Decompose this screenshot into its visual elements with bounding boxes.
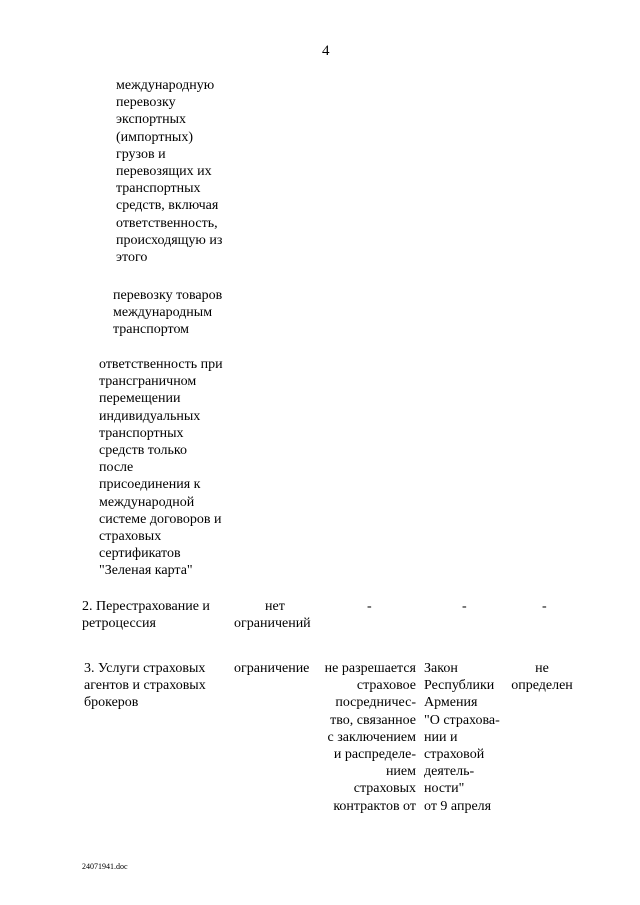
text-line: системе договоров и [99, 511, 222, 527]
text-line: Армения [424, 695, 478, 711]
text-line: ограничений [234, 616, 311, 632]
text-line: ответственность при [99, 357, 223, 372]
text-line: средств, включая [116, 198, 219, 214]
text-line: международной [99, 494, 195, 510]
text-line: транспортных [116, 181, 201, 197]
row-brokers-title [84, 660, 206, 712]
text-line: экспортных [116, 112, 186, 128]
text-line: контрактов от [333, 798, 416, 814]
text-line: посредничес- [335, 695, 416, 711]
text-line: определен [511, 678, 573, 694]
text-line: этого [116, 250, 148, 266]
text-line: не разрешается [324, 661, 416, 676]
row-brokers-restriction [234, 660, 309, 677]
text-line: международную [116, 78, 215, 93]
text-line: ретроцессия [82, 616, 156, 632]
text-line: Закон [424, 661, 458, 676]
footer-filename: 24071941.doc [82, 862, 128, 871]
text-line: международным [113, 305, 213, 321]
text-line: нии и [424, 729, 458, 745]
text-line: страховой [424, 747, 485, 763]
text-line: происходящую из [116, 232, 223, 248]
text-line: перевозку товаров [113, 288, 223, 303]
text-line: ограничение [234, 661, 310, 676]
text-line: и распределе- [333, 747, 416, 763]
text-block-goods-transport [113, 287, 222, 339]
text-line: не [535, 661, 549, 676]
text-line: перемещении [99, 391, 181, 407]
text-line: 2. Перестрахование и [82, 599, 210, 614]
page-number: 4 [322, 43, 330, 59]
text-line: тво, связанное [330, 712, 416, 728]
text-line: страховое [356, 678, 416, 694]
text-line: от 9 апреля [424, 798, 492, 814]
text-line: трансграничном [99, 374, 197, 390]
text-line: транспортных [99, 425, 184, 441]
text-line: ответственность, [116, 215, 218, 231]
text-block-green-card [99, 356, 223, 580]
text-line: страховых [99, 529, 162, 545]
row-reinsurance-dash-1: - [367, 599, 372, 614]
text-line: с заключением [327, 729, 416, 745]
text-line: "О страхова- [424, 712, 500, 728]
text-line: сертификатов [99, 546, 181, 562]
text-line: после [99, 460, 134, 476]
text-line: перевозку [116, 95, 176, 111]
text-line: присоединения к [99, 477, 201, 493]
row-reinsurance-dash-3: - [542, 599, 547, 614]
row-reinsurance-restriction [234, 598, 311, 632]
text-line: перевозящих их [116, 164, 212, 180]
text-line: (импортных) [116, 129, 193, 145]
text-line: 3. Услуги страховых [84, 661, 206, 676]
text-line: деятель- [424, 764, 475, 780]
text-block-international-cargo [116, 77, 222, 266]
text-line: транспортом [113, 322, 190, 338]
row-brokers-description [312, 660, 416, 815]
text-line: Республики [424, 678, 495, 694]
row-brokers-term [507, 660, 577, 694]
text-line: "Зеленая карта" [99, 563, 193, 579]
text-line: страховых [353, 781, 416, 797]
text-line: нием [385, 764, 416, 780]
text-line: агентов и страховых [84, 678, 206, 694]
text-line: ности" [424, 781, 465, 797]
text-line: брокеров [84, 695, 139, 711]
row-brokers-law-reference [424, 660, 500, 815]
text-line: нет [265, 599, 285, 614]
text-line: индивидуальных [99, 408, 201, 424]
text-line: грузов и [116, 146, 166, 162]
row-reinsurance-dash-2: - [462, 599, 467, 614]
text-line: средств только [99, 443, 188, 459]
row-reinsurance-title [82, 598, 210, 632]
